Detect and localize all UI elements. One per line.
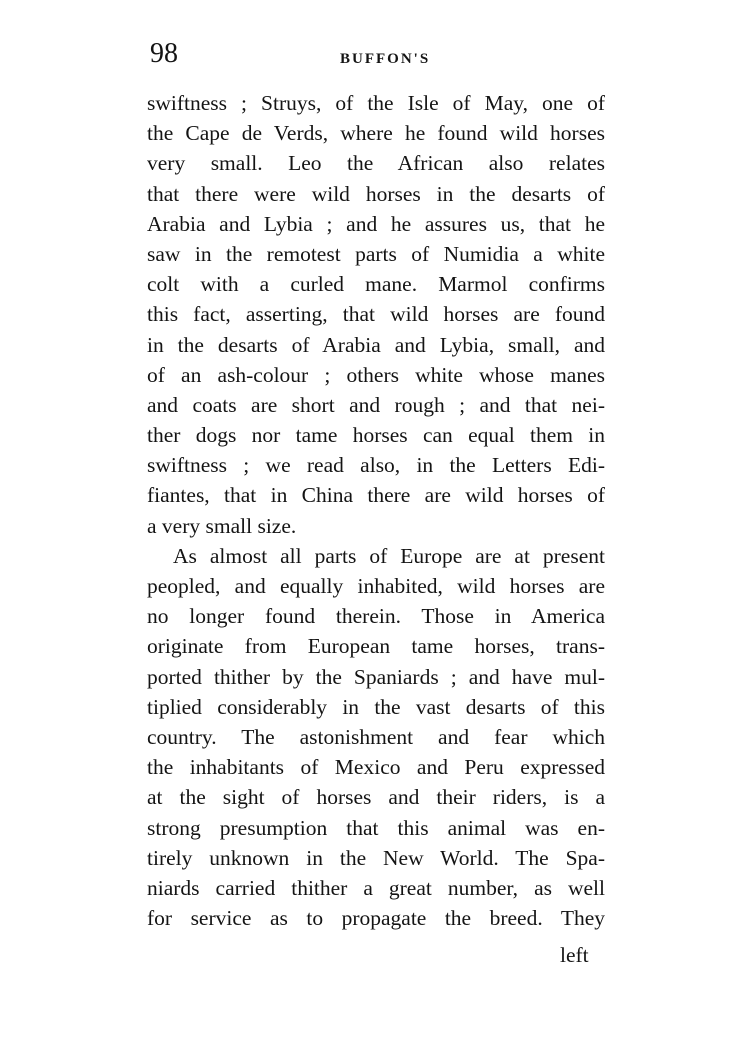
text-line: As almost all parts of Europe are at present: [173, 543, 605, 568]
text-line: fiantes, that in China there are wild horses of: [147, 483, 605, 508]
text-line: very small. Leo the African also relates: [147, 151, 605, 176]
text-line: the Cape de Verds, where he found wild horses: [147, 121, 605, 146]
text-line: Arabia and Lybia ; and he assures us, that he: [147, 211, 605, 236]
text-line: that there were wild horses in the desarts of: [147, 181, 605, 206]
text-line: ther dogs nor tame horses can equal them in: [147, 423, 605, 448]
text-line: at the sight of horses and their riders, is a: [147, 785, 605, 810]
text-line: strong presumption that this animal was en-: [147, 815, 605, 840]
text-line: this fact, asserting, that wild horses are found: [147, 302, 605, 327]
text-line: peopled, and equally inhabited, wild horses are: [147, 574, 605, 598]
running-head: BUFFON'S: [340, 51, 431, 67]
page-number: 98: [150, 38, 178, 69]
text-line: for service as to propagate the breed. They: [147, 906, 605, 931]
catchword: left: [560, 943, 589, 967]
text-line: ported thither by the Spaniards ; and have mul-: [147, 664, 605, 689]
paragraph-2: [147, 541, 605, 933]
text-line: of an ash-colour ; others white whose manes: [147, 362, 605, 387]
text-line: saw in the remotest parts of Numidia a white: [147, 241, 605, 266]
text-line: colt with a curled mane. Marmol confirms: [147, 272, 605, 297]
text-line: swiftness ; Struys, of the Isle of May, one of: [147, 91, 605, 115]
text-line: country. The astonishment and fear which: [147, 724, 605, 749]
text-line: a very small size.: [147, 513, 297, 538]
text-line: swiftness ; we read also, in the Letters Edi-: [147, 453, 605, 478]
text-line: tirely unknown in the New World. The Spa-: [147, 845, 605, 870]
text-line: niards carried thither a great number, as well: [147, 875, 605, 900]
text-line: in the desarts of Arabia and Lybia, small, and: [147, 332, 605, 357]
paragraph-1: [147, 88, 605, 541]
body-text: [147, 88, 605, 933]
text-line: tiplied considerably in the vast desarts of this: [147, 694, 605, 719]
text-line: the inhabitants of Mexico and Peru expressed: [147, 755, 605, 780]
text-line: originate from European tame horses, trans-: [147, 634, 605, 659]
text-line: no longer found therein. Those in America: [147, 604, 605, 629]
text-line: and coats are short and rough ; and that nei-: [147, 392, 605, 417]
